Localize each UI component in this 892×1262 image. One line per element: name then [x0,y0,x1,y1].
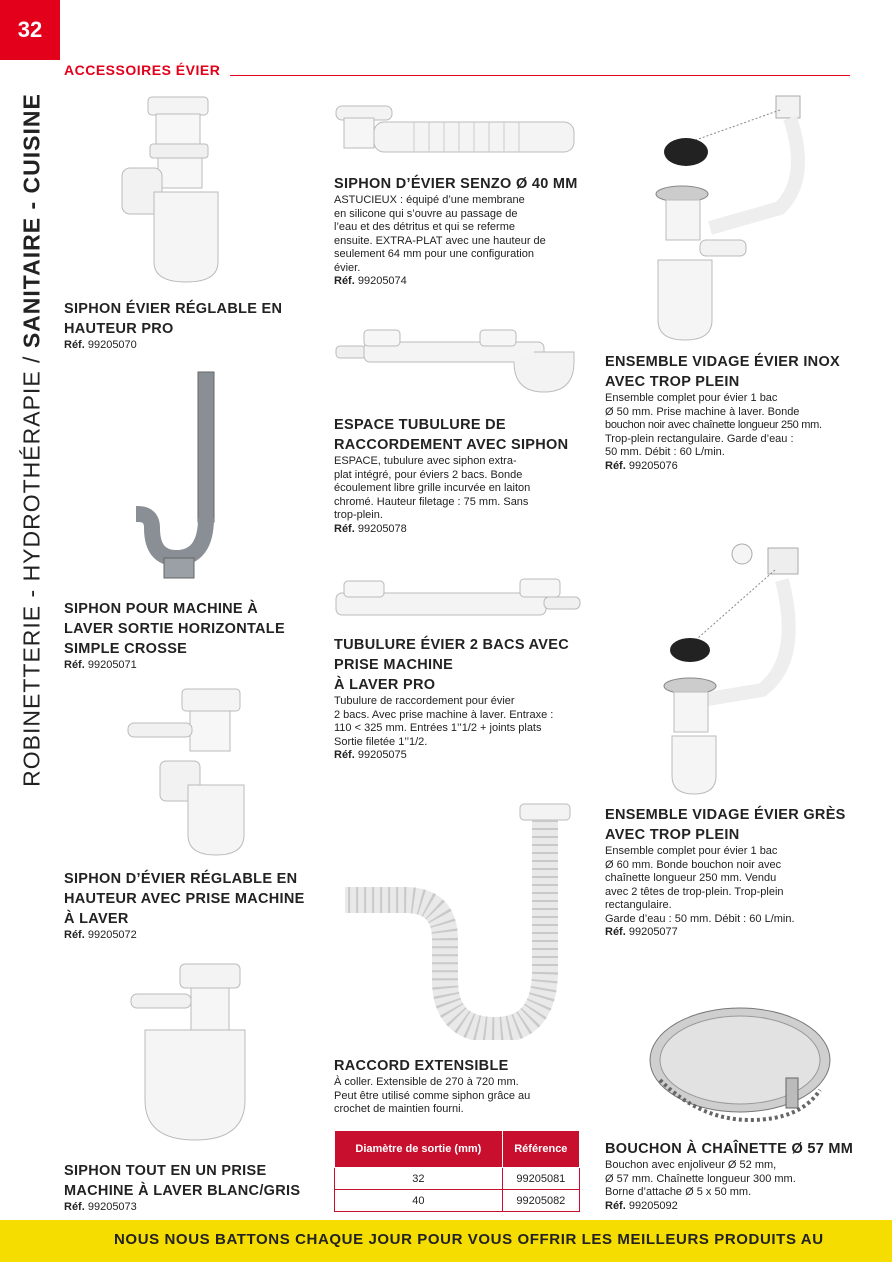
product-siphon-machine [64,599,324,672]
product-siphon-tout-en-un [64,1161,324,1214]
product-ref: Réf. 99205077 [605,926,678,938]
product-title: TUBULURE ÉVIER 2 BACS AVEC PRISE MACHINE À LAVER PRO [334,637,569,693]
product-ref: Réf. 99205072 [64,929,137,941]
product-desc: ASTUCIEUX : équipé d’une membrane en silicone qui s’ouvre au passage de l’eau et des détritus et qui se referme ensuite. EXTRA-PLAT avec une hauteur de seulement 64 mm pour une configuration évier. [334,194,546,274]
product-desc: Ensemble complet pour évier 1 bac Ø 60 mm. Bonde bouchon noir avec chaînette longueur 250 mm. Vendu avec 2 têtes de trop-plein. Trop-plein rectangulaire. Garde d’eau : 50 mm. Débit : 60 L/min. [605,845,795,925]
side-label-part1: ROBINETTERIE - HYDROTHÉRAPIE / [18,348,45,787]
table-cell: 99205082 [502,1190,579,1212]
table-cell: 99205081 [502,1168,579,1190]
table-cell: 40 [335,1190,503,1212]
vidage-inox-image [640,90,830,350]
table-header-row [335,1131,580,1168]
product-ref: Réf. 99205076 [605,459,678,472]
product-ref: Réf. 99205074 [334,275,407,287]
section-title: ACCESSOIRES ÉVIER [64,62,221,78]
product-ref: Réf. 99205092 [605,1199,678,1212]
siphon-machine-image [130,368,230,588]
product-title: ESPACE TUBULURE DE RACCORDEMENT AVEC SIPHON [334,417,569,453]
product-siphon-prise-machine [64,869,324,942]
product-desc: Ensemble complet pour évier 1 bac Ø 50 mm. Prise machine à laver. Bonde bouchon noir avec chaînette longueur 250 mm. Trop-plein rectangulaire. Garde d’eau : 50 mm. Débit : 60 L/min. [605,392,822,458]
product-ref: Réf. 99205073 [64,1201,137,1213]
siphon-tout-en-un-image [125,960,255,1150]
table-cell: 32 [335,1168,503,1190]
product-desc: À coller. Extensible de 270 à 720 mm. Peut être utilisé comme siphon grâce au crochet de maintien fourni. [334,1076,531,1115]
tubulure-2-bacs-image [334,575,584,625]
table-row [335,1168,580,1190]
product-tubulure-2-bacs [334,635,594,762]
product-title: ENSEMBLE VIDAGE ÉVIER INOX AVEC TROP PLEIN [605,354,841,390]
product-title: RACCORD EXTENSIBLE [334,1058,509,1074]
section-divider [230,75,850,76]
product-siphon-reglable [64,299,324,352]
product-desc: Bouchon avec enjoliveur Ø 52 mm, Ø 57 mm. Chaînette longueur 300 mm. Borne d’attache Ø 5 x 50 mm. [605,1159,796,1198]
product-title: SIPHON POUR MACHINE À LAVER SORTIE HORIZONTALE SIMPLE CROSSE [64,601,285,657]
table-row [335,1190,580,1212]
page-number: 32 [0,0,60,60]
product-desc: ESPACE, tubulure avec siphon extra- plat intégré, pour éviers 2 bacs. Bonde écoulement libre grille incurvée en laiton chromé. Hauteur filetage : 75 mm. Sans trop-plein. [334,455,531,521]
product-title: BOUCHON À CHAÎNETTE Ø 57 MM [605,1141,854,1157]
product-title: SIPHON TOUT EN UN PRISE MACHINE À LAVER BLANC/GRIS [64,1163,301,1199]
product-espace-tubulure [334,415,594,536]
product-ref: Réf. 99205078 [334,522,407,535]
table-header: Référence [502,1131,579,1168]
product-title: SIPHON D’ÉVIER SENZO Ø 40 MM [334,176,578,192]
bouchon-chainette-image [640,1000,840,1130]
product-raccord-extensible [334,1056,594,1117]
product-title: SIPHON ÉVIER RÉGLABLE EN HAUTEUR PRO [64,301,283,337]
siphon-reglable-image [110,92,240,292]
product-bouchon-chainette [605,1139,875,1213]
product-ref: Réf. 99205071 [64,659,137,671]
side-category-label [19,60,46,820]
product-title: ENSEMBLE VIDAGE ÉVIER GRÈS AVEC TROP PLEIN [605,807,846,843]
product-title: SIPHON D’ÉVIER RÉGLABLE EN HAUTEUR AVEC PRISE MACHINE À LAVER [64,871,305,927]
product-vidage-gres [605,805,865,939]
product-vidage-inox [605,352,865,473]
vidage-gres-image [650,540,830,800]
footer-slogan: NOUS NOUS BATTONS CHAQUE JOUR POUR VOUS OFFRIR LES MEILLEURS PRODUITS AU [114,1231,824,1248]
spec-table [334,1130,580,1212]
siphon-prise-machine-image [120,685,250,865]
espace-tubulure-image [334,320,584,400]
product-ref: Réf. 99205070 [64,339,137,351]
product-siphon-senzo [334,174,594,288]
raccord-extensible-image [340,800,575,1040]
product-desc: Tubulure de raccordement pour évier 2 bacs. Avec prise machine à laver. Entraxe : 110 < 325 mm. Entrées 1’’1/2 + joints plats Sortie filetée 1’’1/2. [334,695,554,748]
side-label-part2: SANITAIRE - CUISINE [18,93,45,349]
table-header: Diamètre de sortie (mm) [335,1131,503,1168]
siphon-senzo-image [334,100,580,170]
product-ref: Réf. 99205075 [334,749,407,761]
